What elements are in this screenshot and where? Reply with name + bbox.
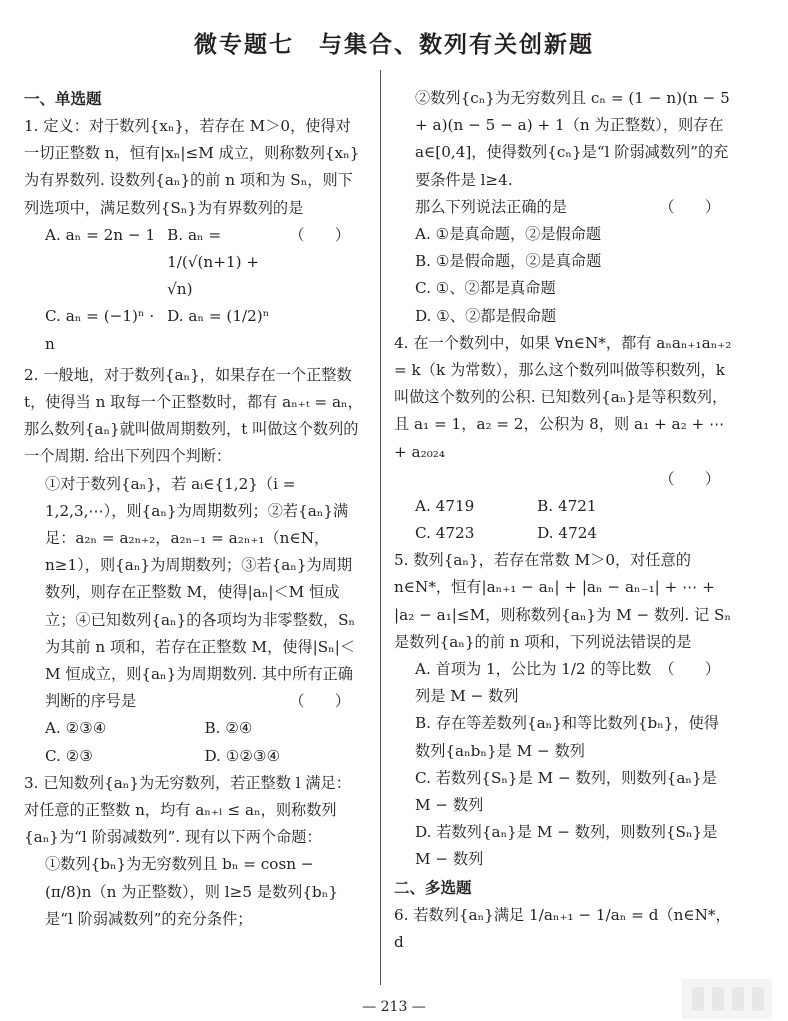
question-5 xyxy=(394,547,734,873)
page-title: 微专题七 与集合、数列有关创新题 xyxy=(194,32,594,58)
q5-option-a: A. 首项为 1，公比为 1/2 的等比数列是 M − 数列 xyxy=(415,660,652,706)
section-single-choice: 一、单选题 xyxy=(24,90,102,108)
q5-option-c: C. 若数列{Sₙ}是 M − 数列，则数列{aₙ}是 M − 数列 xyxy=(415,768,717,815)
q5-stem: 5. 数列{aₙ}，若存在常数 M＞0，对任意的 n∈N*，恒有|aₙ₊₁ − aₙ| + |aₙ − aₙ₋₁| + ⋯ + |a₂ − a₁|≤M，则称数列{aₙ}为 M − 数列. 记 Sₙ 是数列{aₙ}的前 n 项和，下列说法错误的是 xyxy=(394,551,732,651)
q2-paren: （ ） xyxy=(289,692,350,711)
q4-paren: （ ） xyxy=(659,469,720,488)
q3-option-b: B. ①是假命题，②是真命题 xyxy=(415,252,602,271)
page-number: — 213 — xyxy=(362,999,426,1015)
q3-option-a: A. ①是真命题，②是假命题 xyxy=(415,225,602,244)
question-3 xyxy=(24,770,364,933)
q2-option-d: D. ①②③④ xyxy=(204,746,281,765)
q5-option-b: B. 存在等差数列{aₙ}和等比数列{bₙ}，使得数列{aₙbₙ}是 M − 数列 xyxy=(415,714,720,760)
q5-option-d: D. 若数列{aₙ}是 M − 数列，则数列{Sₙ}是 M − 数列 xyxy=(415,823,718,869)
left-column xyxy=(24,85,364,933)
question-4 xyxy=(394,330,734,547)
q5-paren: （ ） xyxy=(659,660,720,679)
q3-proposition-2: ②数列{cₙ}为无穷数列且 cₙ = (1 − n)(n − 5 + a)(n − 5 − a) + 1（n 为正整数），则存在 a∈[0,4]，使得数列{cₙ}是“l 阶弱减数列”的充要条件是 l≥4. xyxy=(415,89,730,189)
watermark xyxy=(682,979,772,1019)
q4-option-a: A. 4719 xyxy=(415,496,475,515)
question-1 xyxy=(24,113,364,358)
q1-option-d: D. aₙ = (1/2)ⁿ xyxy=(167,307,270,326)
q3-ask: 那么下列说法正确的是 xyxy=(415,197,567,216)
q3-stem: 3. 已知数列{aₙ}为无穷数列，若正整数 l 满足：对任意的正整数 n，均有 aₙ₊ₗ ≤ aₙ，则称数列{aₙ}为“l 阶弱减数列”. 现有以下两个命题： xyxy=(24,773,351,847)
section-multi-choice: 二、多选题 xyxy=(394,878,472,897)
right-column xyxy=(394,85,734,956)
q3-option-c: C. ①、②都是真命题 xyxy=(415,279,556,298)
q3-option-d: D. ①、②都是假命题 xyxy=(415,306,557,325)
q6-stem: 6. 若数列{aₙ}满足 1/aₙ₊₁ − 1/aₙ = d（n∈N*，d xyxy=(394,905,731,951)
q2-option-b: B. ②④ xyxy=(204,719,253,738)
q4-option-c: C. 4723 xyxy=(415,524,475,543)
q2-option-a: A. ②③④ xyxy=(45,719,107,738)
q1-option-a: A. aₙ = 2n − 1 xyxy=(45,225,156,244)
q3-paren: （ ） xyxy=(659,197,720,216)
q3-proposition-1: ①数列{bₙ}为无穷数列且 bₙ = cosn − (π/8)n（n 为正整数），则 l≥5 是数列{bₙ}是“l 阶弱减数列”的充分条件； xyxy=(45,855,338,928)
q2-stem: 2. 一般地，对于数列{aₙ}，如果存在一个正整数 t，使得当 n 取每一个正整数时，都有 aₙ₊ₜ = aₙ，那么数列{aₙ}就叫做周期数列，t 叫做这个数列的一个周期. 给出下列四个判断： xyxy=(24,365,363,466)
q1-stem: 1. 定义：对于数列{xₙ}，若存在 M＞0，使得对一切正整数 n，恒有|xₙ|≤M 成立，则称数列{xₙ}为有界数列. 设数列{aₙ}的前 n 项和为 Sₙ，则下列选项中，满足数列{Sₙ}为有界数列的是 xyxy=(24,117,360,217)
q1-option-c: C. aₙ = (−1)ⁿ · n xyxy=(45,307,155,353)
q4-stem: 4. 在一个数列中，如果 ∀n∈N*，都有 aₙaₙ₊₁aₙ₊₂ = k（k 为常数），那么这个数列叫做等积数列，k 叫做这个数列的公积. 已知数列{aₙ}是等积数列，且 a₁ = 1，a₂ = 2，公积为 8，则 a₁ + a₂ + ⋯ + a₂₀₂₄ xyxy=(394,333,732,461)
q2-body: ①对于数列{aₙ}，若 aᵢ∈{1,2}（i = 1,2,3,⋯），则{aₙ}为周期数列；②若{aₙ}满足：a₂ₙ = a₂ₙ₊₂，a₂ₙ₋₁ = a₂ₙ₊₁（n∈N，n≥1），则{aₙ}为周期数列；③若{aₙ}为周期数列，则存在正整数 M，使得|aₙ|＜M 恒成立；④已知数列{aₙ}的各项均为非零整数，Sₙ 为其前 n 项和，若存在正整数 M，使得|Sₙ|＜M 恒成立，则{aₙ}为周期数列. 其中所有正确判断的序号是 xyxy=(45,474,356,711)
q4-option-b: B. 4721 xyxy=(537,496,597,515)
column-divider xyxy=(380,70,381,985)
question-2 xyxy=(24,362,364,770)
q2-option-c: C. ②③ xyxy=(45,746,93,765)
q1-option-b: B. aₙ = 1/(√(n+1) + √n) xyxy=(167,225,260,299)
q4-option-d: D. 4724 xyxy=(537,524,598,543)
q1-paren: （ ） xyxy=(289,225,350,244)
